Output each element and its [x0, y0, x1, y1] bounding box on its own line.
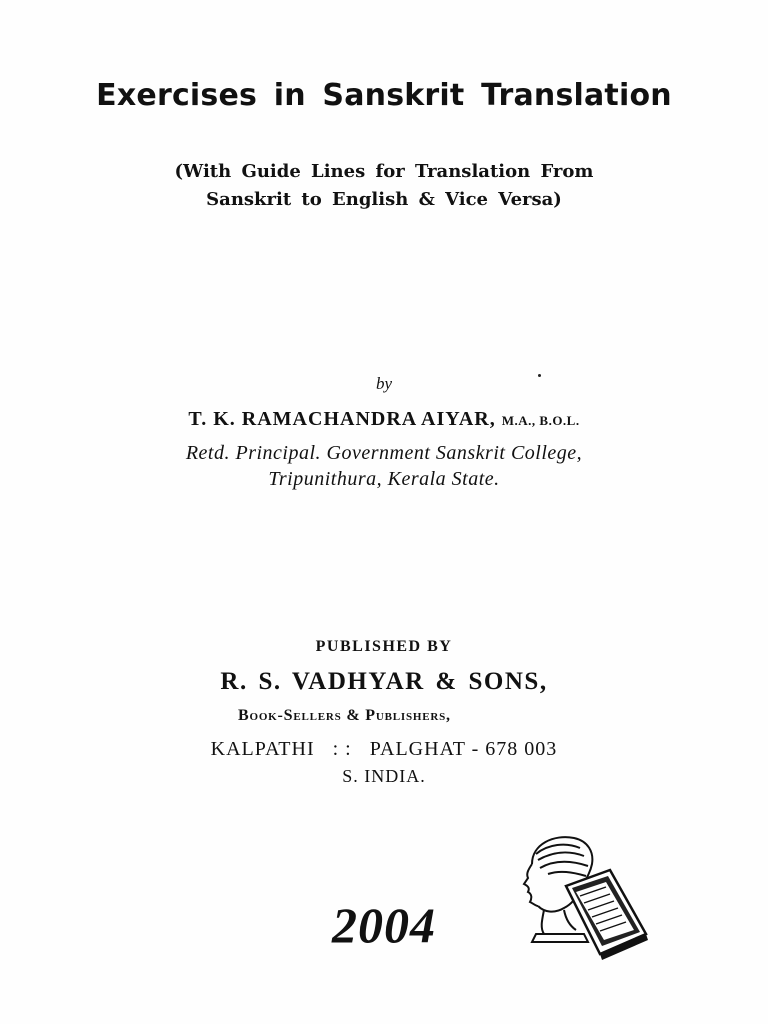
subtitle-line-2: Sanskrit to English & Vice Versa) — [206, 189, 562, 210]
address-town: PALGHAT - 678 003 — [369, 738, 558, 760]
book-title: Exercises in Sanskrit Translation — [96, 78, 672, 113]
author-name: T. K. RAMACHANDRA AIYAR, — [188, 408, 496, 430]
publication-year: 2004 — [332, 897, 436, 953]
publisher-name: R. S. VADHYAR & SONS, — [220, 668, 548, 695]
published-by-label: PUBLISHED BY — [315, 638, 453, 655]
subtitle-line-1: (With Guide Lines for Translation From — [174, 161, 594, 182]
publisher-country: S. INDIA. — [342, 766, 426, 786]
affiliation-line-1: Retd. Principal. Government Sanskrit College, — [185, 442, 583, 464]
address-separator: : : — [332, 738, 352, 760]
publisher-address — [0, 738, 768, 761]
author-name-line — [0, 408, 768, 431]
by-line: by — [375, 374, 393, 393]
book-subtitle — [0, 158, 768, 214]
publisher-logo-icon — [514, 830, 650, 960]
author-degrees: M.A., B.O.L. — [501, 413, 580, 428]
publisher-type: Book-Sellers & Publishers, — [238, 707, 451, 724]
affiliation-line-2: Tripunithura, Kerala State. — [268, 468, 500, 490]
author-affiliation — [0, 440, 768, 492]
address-city: KALPATHI — [210, 738, 315, 760]
